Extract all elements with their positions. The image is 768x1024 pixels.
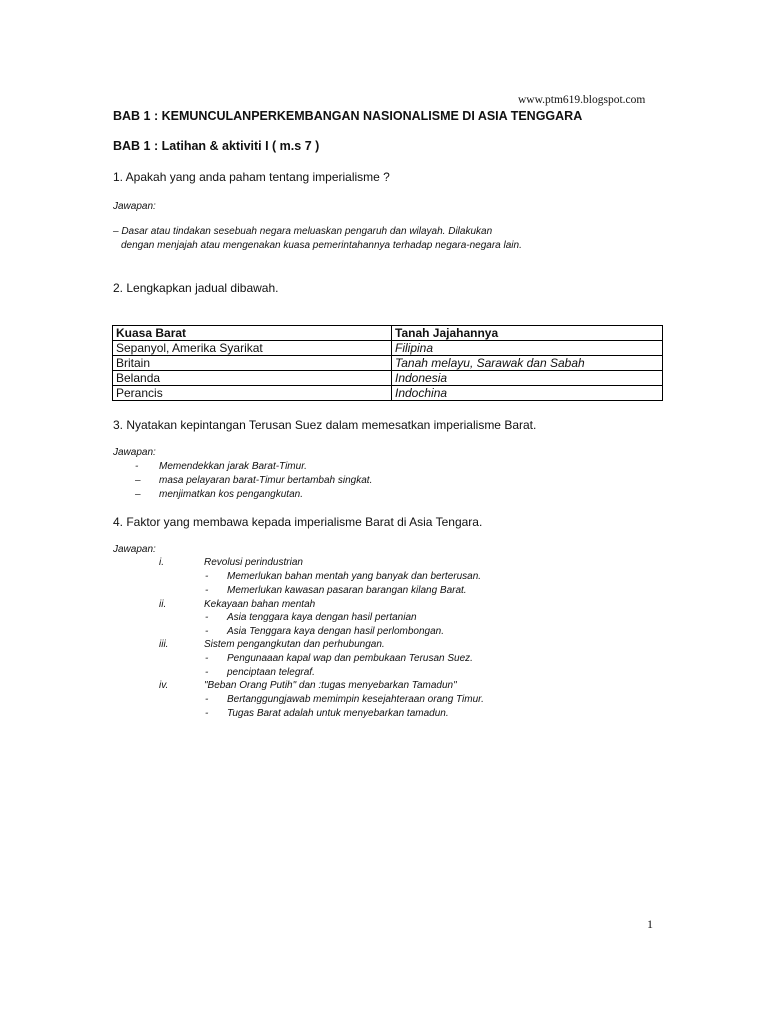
factor-title: "Beban Orang Putih" dan :tugas menyebarkan Tamadun" — [204, 680, 457, 691]
question-2: 2. Lengkapkan jadual dibawah. — [113, 281, 279, 295]
document-subtitle: BAB 1 : Latihan & aktiviti I ( m.s 7 ) — [113, 139, 320, 153]
table-row — [113, 386, 663, 401]
answer-1-line-2: dengan menjajah atau mengenakan kuasa pemerintahannya terhadap negara-negara lain. — [121, 240, 522, 251]
factor-title: Revolusi perindustrian — [204, 557, 303, 568]
jawapan-label-3: Jawapan: — [113, 447, 156, 458]
point-dash: - — [205, 585, 209, 596]
table-header-cell: Kuasa Barat — [113, 326, 392, 341]
factor-title: Sistem pengangkutan dan perhubungan. — [204, 639, 385, 650]
table-cell: Filipina — [392, 341, 663, 356]
point-dash: - — [205, 653, 209, 664]
table-header-row — [113, 326, 663, 341]
document-title: BAB 1 : KEMUNCULANPERKEMBANGAN NASIONALISME DI ASIA TENGGARA — [113, 109, 583, 123]
factor-point: penciptaan telegraf. — [227, 667, 315, 678]
question-1: 1. Apakah yang anda paham tentang imperialisme ? — [113, 170, 390, 184]
table-cell: Perancis — [113, 386, 392, 401]
blog-url: www.ptm619.blogspot.com — [518, 94, 646, 106]
table-cell: Belanda — [113, 371, 392, 386]
table-row — [113, 356, 663, 371]
table-cell: Britain — [113, 356, 392, 371]
answer-bullet: – — [135, 489, 141, 500]
factor-point: Memerlukan kawasan pasaran barangan kilang Barat. — [227, 585, 467, 596]
answer-text: masa pelayaran barat-Timur bertambah singkat. — [159, 475, 373, 486]
answer-text: Memendekkan jarak Barat-Timur. — [159, 461, 307, 472]
point-dash: - — [205, 694, 209, 705]
table-cell: Tanah melayu, Sarawak dan Sabah — [392, 356, 663, 371]
table-row — [113, 341, 663, 356]
table-cell: Indochina — [392, 386, 663, 401]
jawapan-label-4: Jawapan: — [113, 544, 156, 555]
question-4: 4. Faktor yang membawa kepada imperialisme Barat di Asia Tengara. — [113, 515, 483, 529]
table-cell: Indonesia — [392, 371, 663, 386]
factor-numeral: i. — [159, 557, 164, 568]
table-cell: Sepanyol, Amerika Syarikat — [113, 341, 392, 356]
factor-point: Tugas Barat adalah untuk menyebarkan tamadun. — [227, 708, 449, 719]
factor-point: Bertanggungjawab memimpin kesejahteraan orang Timur. — [227, 694, 484, 705]
factor-point: Asia Tenggara kaya dengan hasil perlombongan. — [227, 626, 445, 637]
point-dash: - — [205, 708, 209, 719]
table-row — [113, 371, 663, 386]
factor-numeral: iv. — [159, 680, 169, 691]
factor-point: Pengunaaan kapal wap dan pembukaan Terusan Suez. — [227, 653, 473, 664]
point-dash: - — [205, 571, 209, 582]
jawapan-label-1: Jawapan: — [113, 201, 156, 212]
factor-title: Kekayaan bahan mentah — [204, 599, 316, 610]
colonies-table — [112, 325, 663, 401]
factor-numeral: iii. — [159, 639, 169, 650]
point-dash: - — [205, 626, 209, 637]
table-header-cell: Tanah Jajahannya — [392, 326, 663, 341]
factor-numeral: ii. — [159, 599, 167, 610]
answer-text: menjimatkan kos pengangkutan. — [159, 489, 303, 500]
factor-point: Asia tenggara kaya dengan hasil pertanian — [227, 612, 417, 623]
question-3: 3. Nyatakan kepintangan Terusan Suez dalam memesatkan imperialisme Barat. — [113, 418, 537, 432]
point-dash: - — [205, 612, 209, 623]
factor-point: Memerlukan bahan mentah yang banyak dan berterusan. — [227, 571, 482, 582]
point-dash: - — [205, 667, 209, 678]
page-number: 1 — [647, 917, 653, 931]
answer-bullet: - — [135, 461, 139, 472]
answer-bullet: – — [135, 475, 141, 486]
answer-1-line-1: – Dasar atau tindakan sesebuah negara meluaskan pengaruh dan wilayah. Dilakukan — [113, 226, 493, 237]
